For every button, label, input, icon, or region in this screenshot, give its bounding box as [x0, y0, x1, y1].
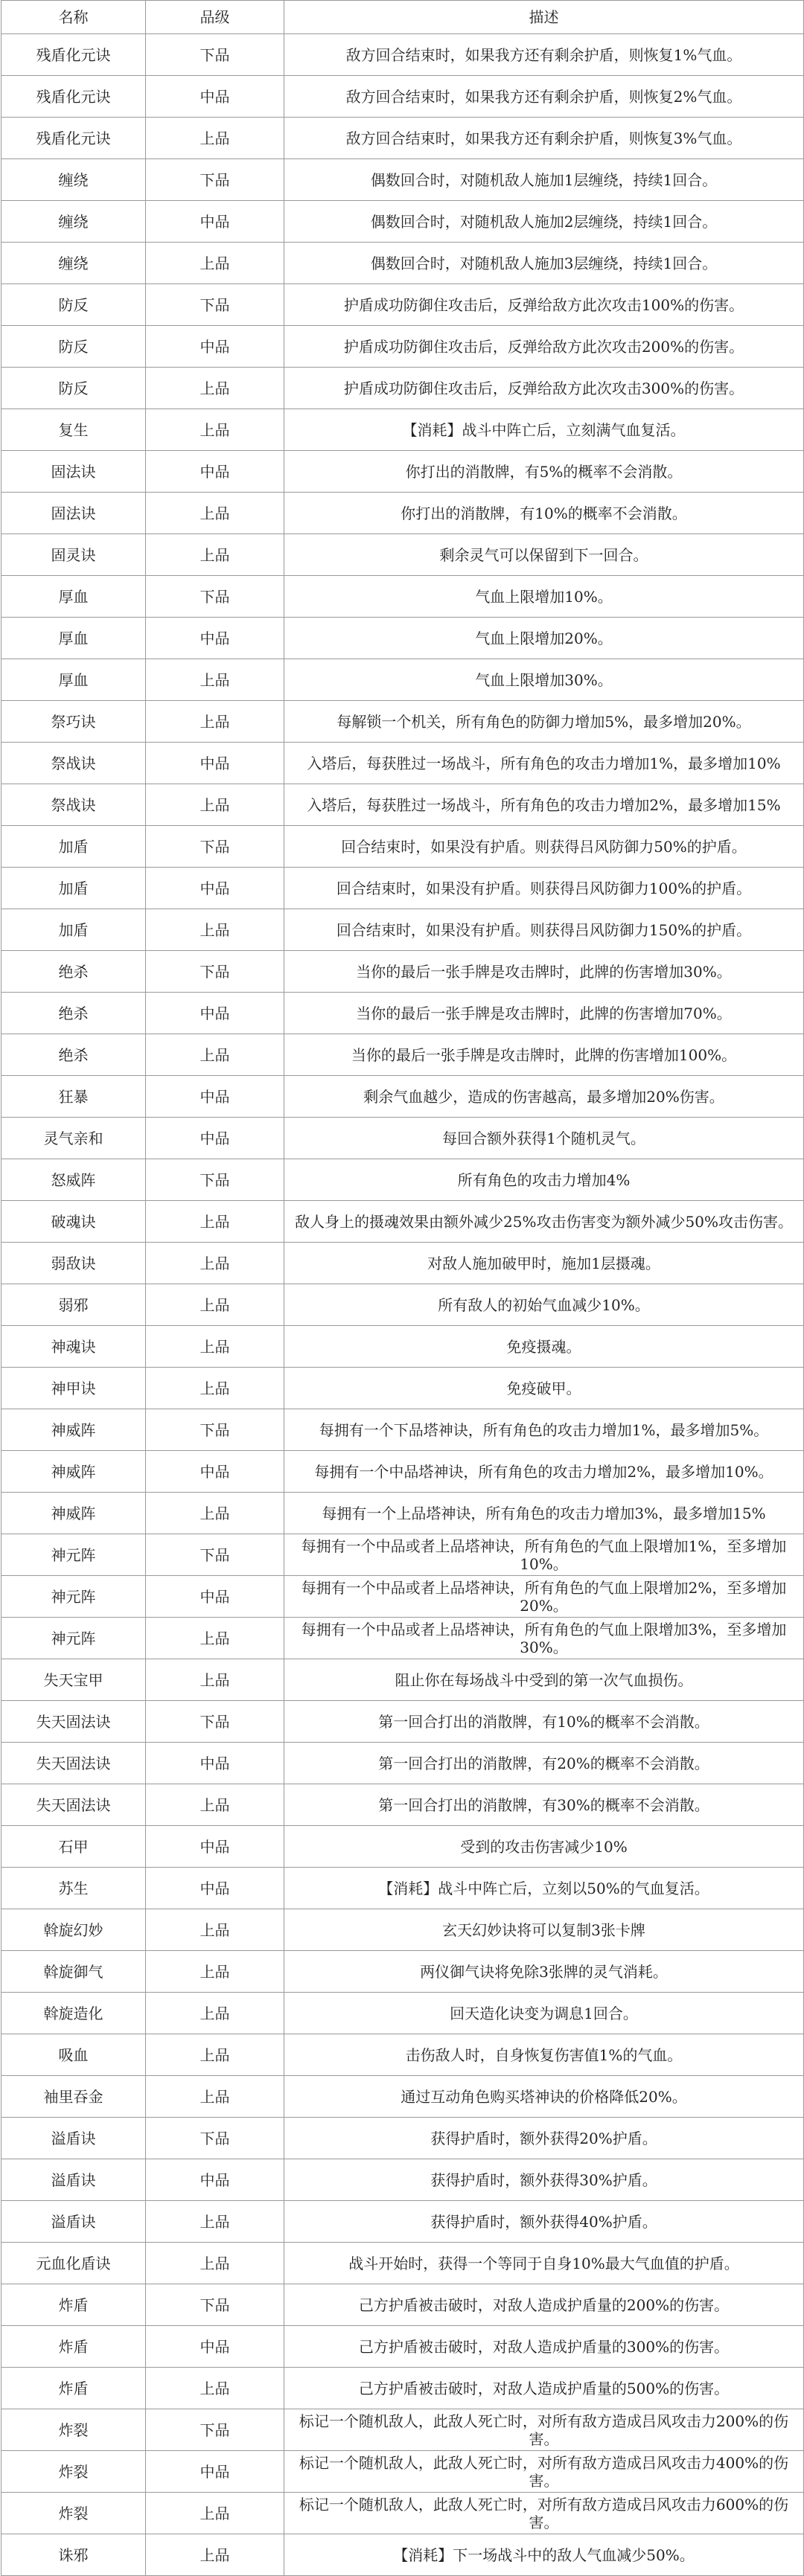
table-row — [1, 2118, 804, 2159]
table-body — [1, 34, 804, 2576]
cell-desc: 入塔后，每获胜过一场战斗，所有角色的攻击力增加2%，最多增加15% — [284, 784, 804, 826]
cell-name: 残盾化元诀 — [1, 76, 146, 118]
table-row — [1, 2368, 804, 2409]
table-row — [1, 576, 804, 618]
cell-grade: 上品 — [146, 1034, 284, 1076]
cell-desc: 对敌人施加破甲时，施加1层摄魂。 — [284, 1243, 804, 1284]
cell-grade: 中品 — [146, 1118, 284, 1159]
cell-desc: 获得护盾时，额外获得30%护盾。 — [284, 2159, 804, 2201]
cell-grade: 下品 — [146, 1701, 284, 1743]
table-row — [1, 659, 804, 701]
table-row — [1, 1118, 804, 1159]
cell-name: 失天固法诀 — [1, 1784, 146, 1826]
cell-name: 灵气亲和 — [1, 1118, 146, 1159]
cell-name: 失天固法诀 — [1, 1743, 146, 1784]
cell-grade: 上品 — [146, 2243, 284, 2284]
cell-name: 溢盾诀 — [1, 2118, 146, 2159]
cell-name: 绝杀 — [1, 993, 146, 1034]
cell-grade: 中品 — [146, 1451, 284, 1493]
cell-name: 厚血 — [1, 618, 146, 659]
cell-desc: 回合结束时，如果没有护盾。则获得吕风防御力50%的护盾。 — [284, 826, 804, 868]
cell-name: 固灵诀 — [1, 534, 146, 576]
cell-grade: 中品 — [146, 326, 284, 368]
cell-desc: 每拥有一个上品塔神诀，所有角色的攻击力增加3%，最多增加15% — [284, 1493, 804, 1534]
table-row — [1, 1326, 804, 1368]
cell-name: 诛邪 — [1, 2534, 146, 2576]
cell-desc: 【消耗】战斗中阵亡后，立刻以50%的气血复活。 — [284, 1868, 804, 1909]
cell-grade: 上品 — [146, 1284, 284, 1326]
table-row — [1, 2451, 804, 2493]
cell-name: 炸盾 — [1, 2326, 146, 2368]
cell-grade: 下品 — [146, 2118, 284, 2159]
table-row — [1, 451, 804, 493]
cell-grade: 上品 — [146, 2076, 284, 2118]
cell-grade: 上品 — [146, 1243, 284, 1284]
cell-name: 祭战诀 — [1, 784, 146, 826]
cell-desc: 每解锁一个机关，所有角色的防御力增加5%，最多增加20%。 — [284, 701, 804, 743]
cell-name: 残盾化元诀 — [1, 118, 146, 159]
cell-grade: 中品 — [146, 2326, 284, 2368]
cell-grade: 上品 — [146, 1618, 284, 1659]
table-row — [1, 1826, 804, 1868]
table-row — [1, 1034, 804, 1076]
table-row — [1, 743, 804, 784]
cell-grade: 下品 — [146, 576, 284, 618]
table-row — [1, 493, 804, 534]
table-row — [1, 368, 804, 409]
cell-grade: 下品 — [146, 1409, 284, 1451]
cell-desc: 气血上限增加30%。 — [284, 659, 804, 701]
cell-desc: 每拥有一个中品或者上品塔神诀，所有角色的气血上限增加1%，至多增加10%。 — [284, 1534, 804, 1576]
cell-desc: 己方护盾被击破时，对敌人造成护盾量的300%的伤害。 — [284, 2326, 804, 2368]
cell-grade: 中品 — [146, 1826, 284, 1868]
cell-grade: 上品 — [146, 1326, 284, 1368]
cell-desc: 所有敌人的初始气血减少10%。 — [284, 1284, 804, 1326]
cell-name: 厚血 — [1, 659, 146, 701]
cell-name: 厚血 — [1, 576, 146, 618]
cell-desc: 剩余气血越少，造成的伤害越高，最多增加20%伤害。 — [284, 1076, 804, 1118]
cell-grade: 中品 — [146, 2159, 284, 2201]
cell-name: 神威阵 — [1, 1451, 146, 1493]
cell-grade: 上品 — [146, 243, 284, 284]
cell-desc: 偶数回合时，对随机敌人施加3层缠绕，持续1回合。 — [284, 243, 804, 284]
cell-desc: 战斗开始时，获得一个等同于自身10%最大气血值的护盾。 — [284, 2243, 804, 2284]
table-row — [1, 1159, 804, 1201]
cell-name: 炸裂 — [1, 2493, 146, 2534]
table-row — [1, 1993, 804, 2034]
cell-grade: 中品 — [146, 618, 284, 659]
cell-grade: 上品 — [146, 368, 284, 409]
cell-desc: 回合结束时，如果没有护盾。则获得吕风防御力100%的护盾。 — [284, 868, 804, 909]
table-row — [1, 1243, 804, 1284]
table-row — [1, 2076, 804, 2118]
cell-desc: 护盾成功防御住攻击后，反弹给敌方此次攻击300%的伤害。 — [284, 368, 804, 409]
cell-name: 祭战诀 — [1, 743, 146, 784]
cell-name: 破魂诀 — [1, 1201, 146, 1243]
column-header-name: 名称 — [1, 1, 146, 34]
cell-desc: 第一回合打出的消散牌，有10%的概率不会消散。 — [284, 1701, 804, 1743]
table-row — [1, 1534, 804, 1576]
cell-name: 防反 — [1, 326, 146, 368]
cell-name: 固法诀 — [1, 493, 146, 534]
cell-desc: 免疫摄魂。 — [284, 1326, 804, 1368]
cell-name: 神元阵 — [1, 1576, 146, 1618]
cell-grade: 中品 — [146, 1076, 284, 1118]
cell-grade: 上品 — [146, 1201, 284, 1243]
cell-grade: 上品 — [146, 659, 284, 701]
table-row — [1, 784, 804, 826]
table-row — [1, 1618, 804, 1659]
cell-name: 怒威阵 — [1, 1159, 146, 1201]
cell-grade: 上品 — [146, 2034, 284, 2076]
cell-desc: 敌方回合结束时，如果我方还有剩余护盾，则恢复1%气血。 — [284, 34, 804, 76]
cell-desc: 击伤敌人时，自身恢复伤害值1%的气血。 — [284, 2034, 804, 2076]
cell-desc: 所有角色的攻击力增加4% — [284, 1159, 804, 1201]
table-row — [1, 1493, 804, 1534]
cell-desc: 标记一个随机敌人，此敌人死亡时，对所有敌方造成吕风攻击力400%的伤害。 — [284, 2451, 804, 2493]
table-row — [1, 2243, 804, 2284]
cell-name: 弱敌诀 — [1, 1243, 146, 1284]
cell-desc: 每回合额外获得1个随机灵气。 — [284, 1118, 804, 1159]
cell-desc: 每拥有一个下品塔神诀，所有角色的攻击力增加1%，最多增加5%。 — [284, 1409, 804, 1451]
cell-name: 缠绕 — [1, 201, 146, 243]
cell-name: 绝杀 — [1, 951, 146, 993]
cell-name: 神甲诀 — [1, 1368, 146, 1409]
table-row — [1, 1743, 804, 1784]
cell-grade: 下品 — [146, 826, 284, 868]
cell-name: 失天宝甲 — [1, 1659, 146, 1701]
cell-grade: 中品 — [146, 993, 284, 1034]
cell-name: 斡旋幻妙 — [1, 1909, 146, 1951]
cell-name: 吸血 — [1, 2034, 146, 2076]
table-row — [1, 1409, 804, 1451]
cell-grade: 上品 — [146, 2368, 284, 2409]
cell-desc: 你打出的消散牌，有5%的概率不会消散。 — [284, 451, 804, 493]
talent-table — [1, 0, 804, 2576]
table-row — [1, 1909, 804, 1951]
cell-desc: 当你的最后一张手牌是攻击牌时，此牌的伤害增加70%。 — [284, 993, 804, 1034]
cell-grade: 上品 — [146, 1909, 284, 1951]
table-row — [1, 243, 804, 284]
cell-grade: 下品 — [146, 951, 284, 993]
cell-grade: 上品 — [146, 1659, 284, 1701]
cell-name: 元血化盾诀 — [1, 2243, 146, 2284]
table-row — [1, 1951, 804, 1993]
table-row — [1, 826, 804, 868]
table-row — [1, 409, 804, 451]
cell-desc: 入塔后，每获胜过一场战斗，所有角色的攻击力增加1%，最多增加10% — [284, 743, 804, 784]
cell-name: 神威阵 — [1, 1493, 146, 1534]
cell-name: 固法诀 — [1, 451, 146, 493]
cell-grade: 上品 — [146, 534, 284, 576]
cell-name: 祭巧诀 — [1, 701, 146, 743]
table-row — [1, 1868, 804, 1909]
cell-grade: 上品 — [146, 2534, 284, 2576]
table-header — [1, 1, 804, 34]
cell-name: 袖里吞金 — [1, 2076, 146, 2118]
table-row — [1, 909, 804, 951]
cell-grade: 中品 — [146, 451, 284, 493]
table-row — [1, 1451, 804, 1493]
cell-name: 失天固法诀 — [1, 1701, 146, 1743]
table-row — [1, 1368, 804, 1409]
cell-name: 弱邪 — [1, 1284, 146, 1326]
cell-grade: 上品 — [146, 1368, 284, 1409]
cell-desc: 玄天幻妙诀将可以复制3张卡牌 — [284, 1909, 804, 1951]
cell-name: 防反 — [1, 284, 146, 326]
table-row — [1, 326, 804, 368]
column-header-grade: 品级 — [146, 1, 284, 34]
table-row — [1, 2534, 804, 2576]
table-row — [1, 1659, 804, 1701]
table-row — [1, 951, 804, 993]
cell-name: 炸盾 — [1, 2284, 146, 2326]
cell-desc: 标记一个随机敌人，此敌人死亡时，对所有敌方造成吕风攻击力600%的伤害。 — [284, 2493, 804, 2534]
cell-desc: 获得护盾时，额外获得20%护盾。 — [284, 2118, 804, 2159]
cell-desc: 护盾成功防御住攻击后，反弹给敌方此次攻击100%的伤害。 — [284, 284, 804, 326]
cell-name: 苏生 — [1, 1868, 146, 1909]
cell-desc: 免疫破甲。 — [284, 1368, 804, 1409]
cell-desc: 第一回合打出的消散牌，有20%的概率不会消散。 — [284, 1743, 804, 1784]
cell-desc: 你打出的消散牌，有10%的概率不会消散。 — [284, 493, 804, 534]
table-row — [1, 2034, 804, 2076]
cell-desc: 回天造化诀变为调息1回合。 — [284, 1993, 804, 2034]
cell-desc: 【消耗】下一场战斗中的敌人气血减少50%。 — [284, 2534, 804, 2576]
table-row — [1, 993, 804, 1034]
cell-grade: 上品 — [146, 1784, 284, 1826]
cell-desc: 回合结束时，如果没有护盾。则获得吕风防御力150%的护盾。 — [284, 909, 804, 951]
table-row — [1, 2159, 804, 2201]
cell-grade: 上品 — [146, 118, 284, 159]
table-row — [1, 2493, 804, 2534]
cell-grade: 中品 — [146, 868, 284, 909]
cell-desc: 受到的攻击伤害减少10% — [284, 1826, 804, 1868]
cell-desc: 每拥有一个中品或者上品塔神诀，所有角色的气血上限增加2%，至多增加20%。 — [284, 1576, 804, 1618]
table-row — [1, 76, 804, 118]
cell-name: 神威阵 — [1, 1409, 146, 1451]
cell-desc: 剩余灵气可以保留到下一回合。 — [284, 534, 804, 576]
cell-grade: 中品 — [146, 743, 284, 784]
cell-name: 溢盾诀 — [1, 2159, 146, 2201]
cell-name: 斡旋御气 — [1, 1951, 146, 1993]
cell-desc: 己方护盾被击破时，对敌人造成护盾量的500%的伤害。 — [284, 2368, 804, 2409]
table-row — [1, 2326, 804, 2368]
table-row — [1, 1576, 804, 1618]
table-row — [1, 1284, 804, 1326]
cell-name: 复生 — [1, 409, 146, 451]
table-row — [1, 1076, 804, 1118]
cell-grade: 上品 — [146, 1993, 284, 2034]
cell-desc: 通过互动角色购买塔神诀的价格降低20%。 — [284, 2076, 804, 2118]
table-row — [1, 1201, 804, 1243]
cell-name: 残盾化元诀 — [1, 34, 146, 76]
cell-grade: 中品 — [146, 1743, 284, 1784]
cell-name: 缠绕 — [1, 159, 146, 201]
cell-name: 神魂诀 — [1, 1326, 146, 1368]
cell-name: 防反 — [1, 368, 146, 409]
cell-name: 神元阵 — [1, 1534, 146, 1576]
cell-grade: 下品 — [146, 159, 284, 201]
cell-grade: 上品 — [146, 1493, 284, 1534]
cell-desc: 偶数回合时，对随机敌人施加1层缠绕，持续1回合。 — [284, 159, 804, 201]
cell-grade: 中品 — [146, 2451, 284, 2493]
cell-desc: 获得护盾时，额外获得40%护盾。 — [284, 2201, 804, 2243]
cell-grade: 上品 — [146, 493, 284, 534]
cell-name: 炸盾 — [1, 2368, 146, 2409]
cell-desc: 己方护盾被击破时，对敌人造成护盾量的200%的伤害。 — [284, 2284, 804, 2326]
cell-desc: 第一回合打出的消散牌，有30%的概率不会消散。 — [284, 1784, 804, 1826]
cell-name: 斡旋造化 — [1, 1993, 146, 2034]
column-header-desc: 描述 — [284, 1, 804, 34]
table-row — [1, 284, 804, 326]
table-row — [1, 2284, 804, 2326]
cell-grade: 上品 — [146, 409, 284, 451]
cell-desc: 阻止你在每场战斗中受到的第一次气血损伤。 — [284, 1659, 804, 1701]
header-row — [1, 1, 804, 34]
cell-grade: 中品 — [146, 1868, 284, 1909]
cell-grade: 上品 — [146, 2493, 284, 2534]
cell-desc: 敌方回合结束时，如果我方还有剩余护盾，则恢复2%气血。 — [284, 76, 804, 118]
table-row — [1, 534, 804, 576]
cell-grade: 上品 — [146, 2201, 284, 2243]
cell-grade: 上品 — [146, 784, 284, 826]
cell-desc: 每拥有一个中品塔神诀，所有角色的攻击力增加2%，最多增加10%。 — [284, 1451, 804, 1493]
cell-name: 加盾 — [1, 909, 146, 951]
cell-grade: 下品 — [146, 284, 284, 326]
cell-name: 加盾 — [1, 868, 146, 909]
cell-name: 缠绕 — [1, 243, 146, 284]
cell-desc: 当你的最后一张手牌是攻击牌时，此牌的伤害增加100%。 — [284, 1034, 804, 1076]
cell-name: 炸裂 — [1, 2451, 146, 2493]
cell-grade: 中品 — [146, 76, 284, 118]
cell-grade: 上品 — [146, 1951, 284, 1993]
cell-desc: 敌方回合结束时，如果我方还有剩余护盾，则恢复3%气血。 — [284, 118, 804, 159]
cell-grade: 上品 — [146, 909, 284, 951]
table-row — [1, 701, 804, 743]
cell-desc: 气血上限增加10%。 — [284, 576, 804, 618]
table-row — [1, 159, 804, 201]
cell-grade: 上品 — [146, 701, 284, 743]
cell-desc: 每拥有一个中品或者上品塔神诀，所有角色的气血上限增加3%，至多增加30%。 — [284, 1618, 804, 1659]
cell-name: 溢盾诀 — [1, 2201, 146, 2243]
cell-name: 加盾 — [1, 826, 146, 868]
cell-grade: 下品 — [146, 1159, 284, 1201]
cell-name: 绝杀 — [1, 1034, 146, 1076]
table-row — [1, 1784, 804, 1826]
cell-grade: 下品 — [146, 2284, 284, 2326]
cell-desc: 当你的最后一张手牌是攻击牌时，此牌的伤害增加30%。 — [284, 951, 804, 993]
cell-grade: 中品 — [146, 1576, 284, 1618]
cell-grade: 中品 — [146, 201, 284, 243]
cell-desc: 偶数回合时，对随机敌人施加2层缠绕，持续1回合。 — [284, 201, 804, 243]
table-row — [1, 868, 804, 909]
cell-desc: 两仪御气诀将免除3张牌的灵气消耗。 — [284, 1951, 804, 1993]
table-row — [1, 2409, 804, 2451]
cell-desc: 标记一个随机敌人，此敌人死亡时，对所有敌方造成吕风攻击力200%的伤害。 — [284, 2409, 804, 2451]
table-row — [1, 34, 804, 76]
table-row — [1, 118, 804, 159]
table-row — [1, 618, 804, 659]
cell-name: 石甲 — [1, 1826, 146, 1868]
cell-name: 狂暴 — [1, 1076, 146, 1118]
cell-grade: 下品 — [146, 2409, 284, 2451]
table-row — [1, 1701, 804, 1743]
cell-name: 炸裂 — [1, 2409, 146, 2451]
cell-desc: 【消耗】战斗中阵亡后，立刻满气血复活。 — [284, 409, 804, 451]
table-row — [1, 201, 804, 243]
cell-grade: 下品 — [146, 34, 284, 76]
cell-name: 神元阵 — [1, 1618, 146, 1659]
cell-grade: 下品 — [146, 1534, 284, 1576]
cell-desc: 护盾成功防御住攻击后，反弹给敌方此次攻击200%的伤害。 — [284, 326, 804, 368]
cell-desc: 敌人身上的摄魂效果由额外减少25%攻击伤害变为额外减少50%攻击伤害。 — [284, 1201, 804, 1243]
cell-desc: 气血上限增加20%。 — [284, 618, 804, 659]
table-row — [1, 2201, 804, 2243]
